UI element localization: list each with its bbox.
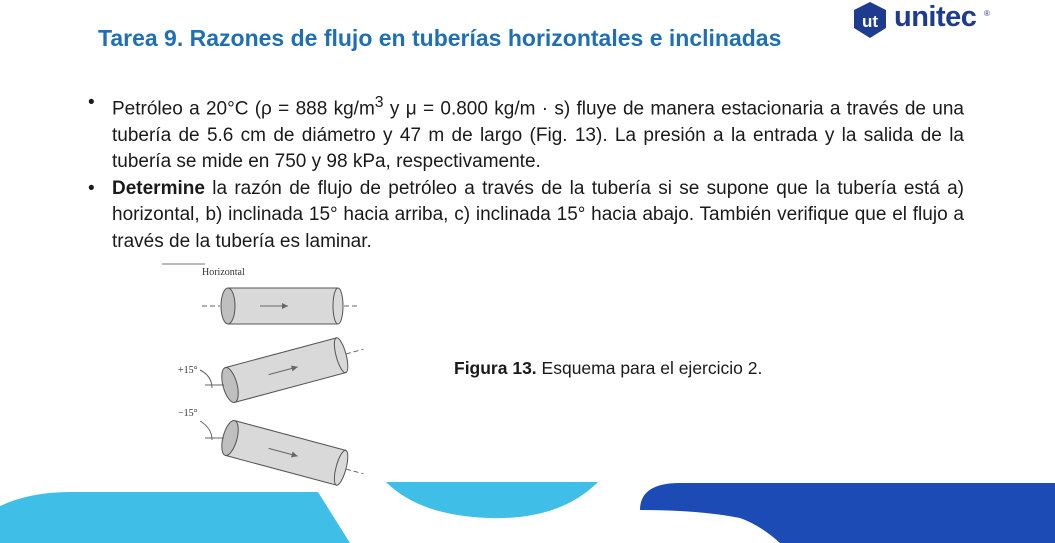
logo-reg: ®: [984, 9, 990, 18]
label-down: −15°: [178, 408, 198, 419]
pipe-figure: [160, 258, 380, 493]
pipe-horizontal: [202, 288, 360, 324]
figure-caption: Figura 13. Esquema para el ejercicio 2.: [454, 358, 763, 378]
label-horizontal: Horizontal: [202, 267, 245, 278]
logo-mark-text: ut: [861, 12, 879, 31]
pipe-up: [219, 332, 368, 404]
logo-text: unitec: [894, 1, 977, 33]
label-up: +15°: [178, 365, 198, 376]
footer-decoration: [0, 480, 1055, 543]
unitec-logo: [848, 0, 1048, 40]
page-title: Tarea 9. Razones de flujo en tuberías horizontales e inclinadas: [98, 25, 782, 51]
bullet-task: • Determine la razón de flujo de petróleo a través de la tubería si se supone que la tubería está a) horizontal, b) inclinada 15° hacia arriba, c) inclinada 15° hacia abajo. También verifique que el flujo a través de la tubería es laminar.: [88, 176, 964, 256]
bullet-problem-statement: • Petróleo a 20°C (ρ = 888 $kg/m^3$ y μ = 0.800 kg/m · s) fluye de manera estacionaria a través de una tubería de 5.6 cm de diámetro y 47 m de largo (Fig. 13). La presión a la entrada y la salida de la tubería se mide en 750 y 98 kPa, respectivamente.: [88, 90, 964, 176]
bullet-list: [88, 90, 964, 255]
unitec-mark-icon: [848, 0, 892, 40]
